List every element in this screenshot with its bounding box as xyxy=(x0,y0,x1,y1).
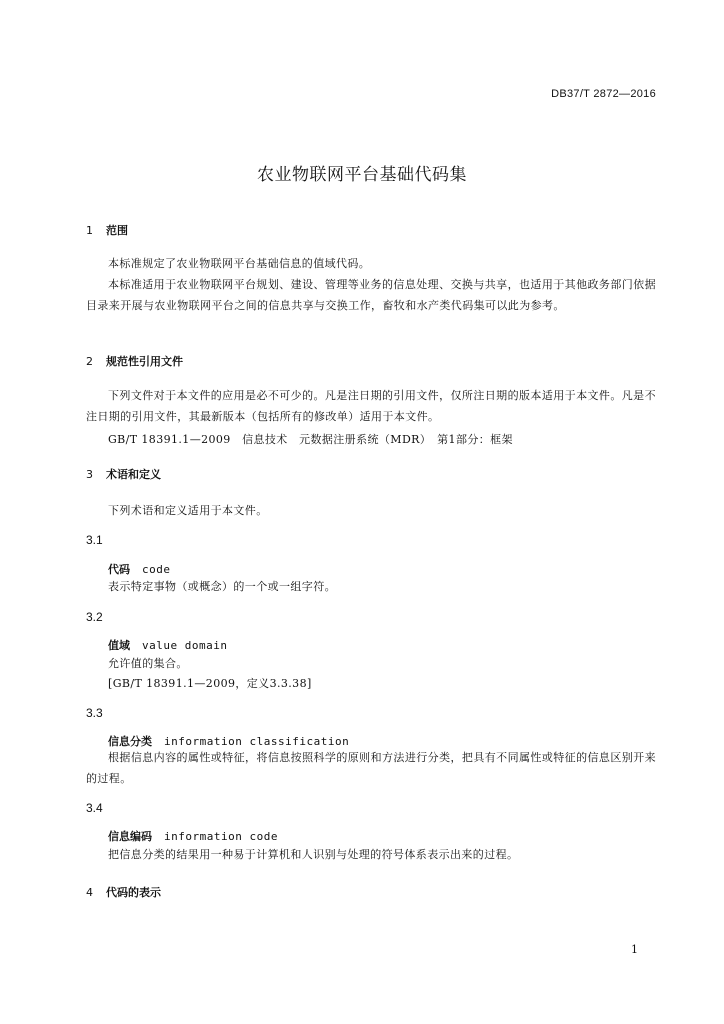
section-3-heading xyxy=(86,466,161,482)
term-entry xyxy=(108,828,278,844)
term-definition: 允许值的集合。 xyxy=(108,657,188,670)
reference-entry: GB/T 18391.1—2009 信息技术 元数据注册系统（MDR） 第1部分：框架 xyxy=(108,433,513,446)
term-english: information classification xyxy=(164,735,350,748)
section-title: 范围 xyxy=(106,224,128,237)
term-definition: 表示特定事物（或概念）的一个或一组字符。 xyxy=(108,580,336,593)
term-english: code xyxy=(142,563,171,576)
section-number: 3 xyxy=(86,468,93,481)
section-number: 1 xyxy=(86,224,93,237)
term-chinese: 代码 xyxy=(108,563,130,576)
term-chinese: 信息分类 xyxy=(108,735,152,748)
section-number: 2 xyxy=(86,355,93,368)
standard-code: DB37/T 2872—2016 xyxy=(551,88,656,100)
normative-references-paragraph: 下列文件对于本文件的应用是必不可少的。凡是注日期的引用文件，仅所注日期的版本适用于本文件。凡是不注日期的引用文件，其最新版本（包括所有的修改单）适用于本文件。 xyxy=(86,389,656,423)
section-title: 代码的表示 xyxy=(106,886,161,899)
term-english: value domain xyxy=(142,639,228,652)
term-definition: 把信息分类的结果用一种易于计算机和人识别与处理的符号体系表示出来的过程。 xyxy=(108,848,519,861)
term-definition: 根据信息内容的属性或特征，将信息按照科学的原则和方法进行分类，把具有不同属性或特征的信息区别开来的过程。 xyxy=(86,751,656,785)
section-title: 术语和定义 xyxy=(106,468,161,481)
terms-intro: 下列术语和定义适用于本文件。 xyxy=(108,504,268,517)
term-source: [GB/T 18391.1—2009，定义3.3.38] xyxy=(108,677,312,690)
section-4-heading xyxy=(86,884,161,900)
scope-paragraph-2: 本标准适用于农业物联网平台规划、建设、管理等业务的信息处理、交换与共享，也适用于其他政务部门依据目录来开展与农业物联网平台之间的信息共享与交换工作，畜牧和水产类代码集可以此为参考。 xyxy=(86,278,656,312)
section-number: 4 xyxy=(86,886,93,899)
term-entry xyxy=(108,561,171,577)
section-2-heading xyxy=(86,353,183,369)
term-chinese: 值域 xyxy=(108,639,130,652)
term-chinese: 信息编码 xyxy=(108,830,152,843)
scope-paragraph-1: 本标准规定了农业物联网平台基础信息的值域代码。 xyxy=(108,257,371,270)
document-title: 农业物联网平台基础代码集 xyxy=(257,165,467,185)
term-english: information code xyxy=(164,830,278,843)
clause-number: 3.1 xyxy=(86,533,103,547)
term-entry xyxy=(108,637,227,653)
clause-number: 3.3 xyxy=(86,706,103,720)
clause-number: 3.4 xyxy=(86,801,103,815)
section-1-heading xyxy=(86,222,128,238)
page-number: 1 xyxy=(631,943,638,956)
clause-number: 3.2 xyxy=(86,610,103,624)
section-title: 规范性引用文件 xyxy=(106,355,183,368)
